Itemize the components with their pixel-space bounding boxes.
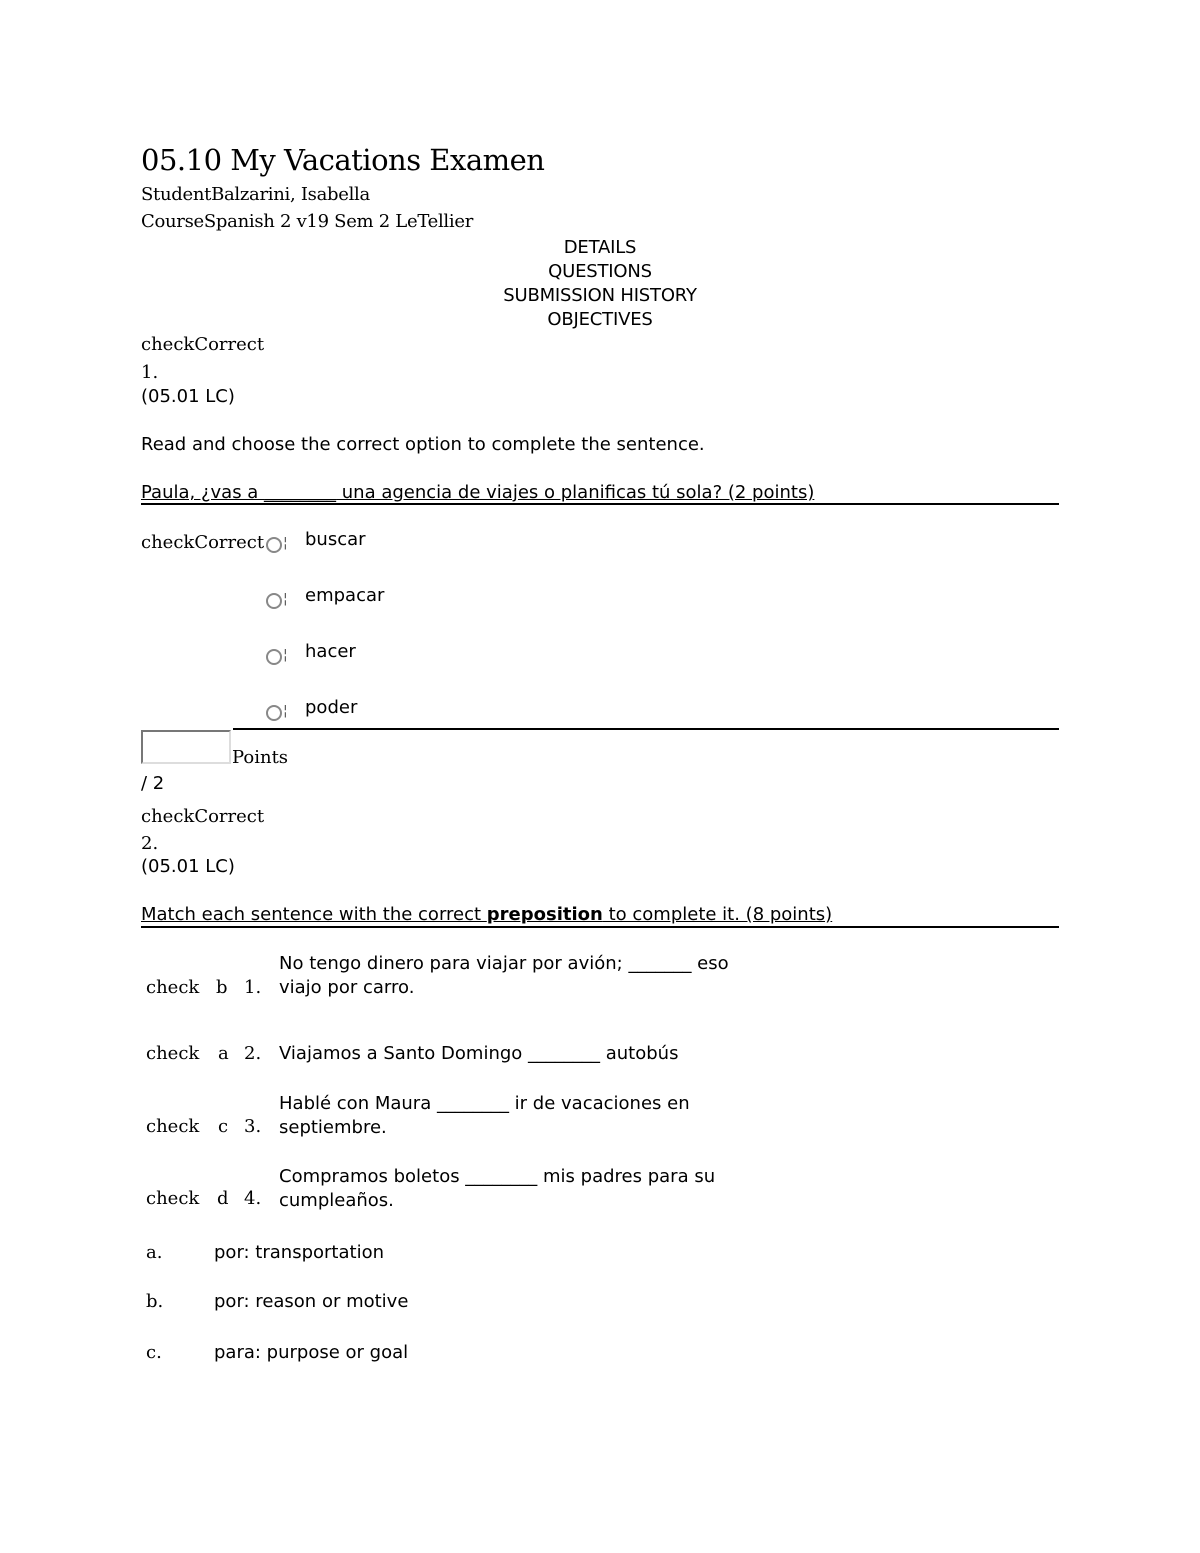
q2-row-number: 1. [244,977,262,998]
q2-answer-letter: c. [146,1342,162,1363]
tab-submission-history[interactable]: SUBMISSION HISTORY [503,285,697,306]
q1-answer-status: checkCorrect [141,532,265,553]
q1-prompt-blank: ________ [264,482,337,503]
tab-questions[interactable]: QUESTIONS [548,261,652,282]
q2-row-check: check [146,977,200,998]
page-title: 05.10 My Vacations Examen [141,143,545,177]
q2-row-number: 2. [244,1043,262,1064]
q2-row-letter[interactable]: a [218,1043,229,1064]
q1-divider-bottom [233,728,1059,730]
q2-row-check: check [146,1043,200,1064]
q2-number: 2. [141,833,159,854]
q2-divider [141,926,1059,928]
q2-row-letter[interactable]: c [218,1116,229,1137]
q2-answer-text: para: purpose or goal [214,1342,409,1363]
student-line [141,184,370,205]
q2-instruction-after: to complete it. (8 points) [602,904,833,925]
q2-answer-letter: b. [146,1291,164,1312]
q2-instruction-bold: preposition [486,904,603,925]
q2-code: (05.01 LC) [141,856,235,877]
q2-row-letter[interactable]: b [216,977,228,998]
q1-points-total: / 2 [141,773,165,794]
q1-option-radio-4[interactable] [266,705,282,721]
q2-answer-text: por: reason or motive [214,1291,409,1312]
q1-points-label: Points [232,747,289,768]
q1-prompt [141,482,814,503]
q2-row-text: No tengo dinero para viajar por avión; _______ eso viajo por carro. [279,953,729,998]
q2-row-check: check [146,1188,200,1209]
q2-row-text: Hablé con Maura ________ ir de vacaciones en septiembre. [279,1093,690,1138]
q2-instruction-before: Match each sentence with the correct [141,904,487,925]
radio-marker-icon: ¦ [283,703,288,719]
q1-option-radio-3[interactable] [266,649,282,665]
q2-status: checkCorrect [141,806,265,827]
radio-marker-icon: ¦ [283,647,288,663]
q2-row-letter[interactable]: d [217,1188,229,1209]
q2-row-number: 4. [244,1188,262,1209]
q1-option-radio-2[interactable] [266,593,282,609]
q2-row-text: Viajamos a Santo Domingo ________ autobús [279,1043,679,1064]
q1-option-4[interactable]: poder [305,697,358,718]
q1-points-input[interactable] [141,730,231,764]
course-line [141,211,473,232]
q1-divider-top [141,503,1059,505]
course-label: Course [141,211,204,232]
q1-option-1[interactable]: buscar [305,529,366,550]
q2-answer-letter: a. [146,1242,163,1263]
q2-row-text: Compramos boletos ________ mis padres para su cumpleaños. [279,1166,716,1211]
q1-code: (05.01 LC) [141,386,235,407]
radio-marker-icon: ¦ [283,591,288,607]
q1-option-2[interactable]: empacar [305,585,385,606]
q1-prompt-after: una agencia de viajes o planificas tú sola? (2 points) [336,482,815,503]
q1-prompt-before: Paula, ¿vas a [141,482,265,503]
q2-row-check: check [146,1116,200,1137]
q1-number: 1. [141,362,159,383]
q2-answer-text: por: transportation [214,1242,384,1263]
q1-status: checkCorrect [141,334,265,355]
q2-instruction [141,904,832,925]
q1-instruction: Read and choose the correct option to complete the sentence. [141,434,705,455]
tab-objectives[interactable]: OBJECTIVES [547,309,653,330]
student-label: Student [141,184,212,205]
student-name: Balzarini, Isabella [211,184,370,205]
q1-option-3[interactable]: hacer [305,641,356,662]
q1-option-radio-1[interactable] [266,537,282,553]
radio-marker-icon: ¦ [283,535,288,551]
tab-details[interactable]: DETAILS [563,237,637,258]
q2-row-number: 3. [244,1116,262,1137]
course-name: Spanish 2 v19 Sem 2 LeTellier [203,211,474,232]
